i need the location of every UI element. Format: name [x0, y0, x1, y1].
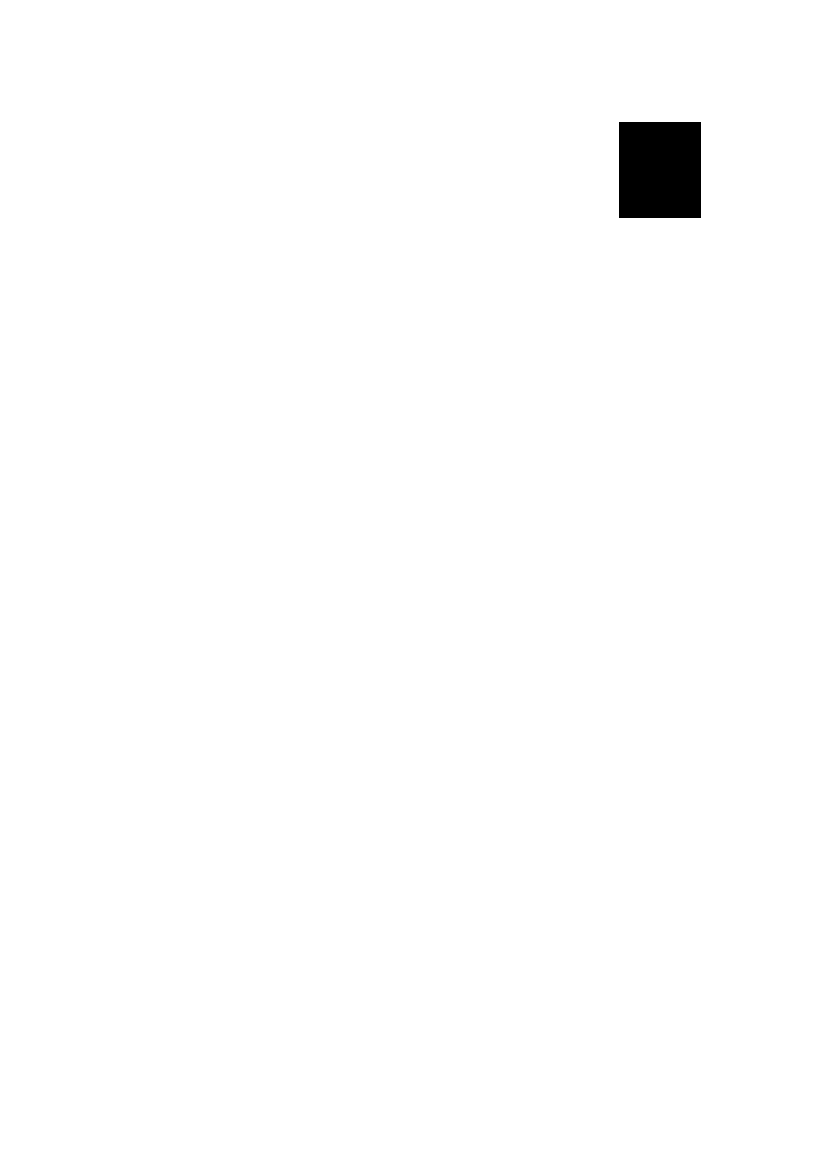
title-big-letter: [619, 122, 701, 218]
